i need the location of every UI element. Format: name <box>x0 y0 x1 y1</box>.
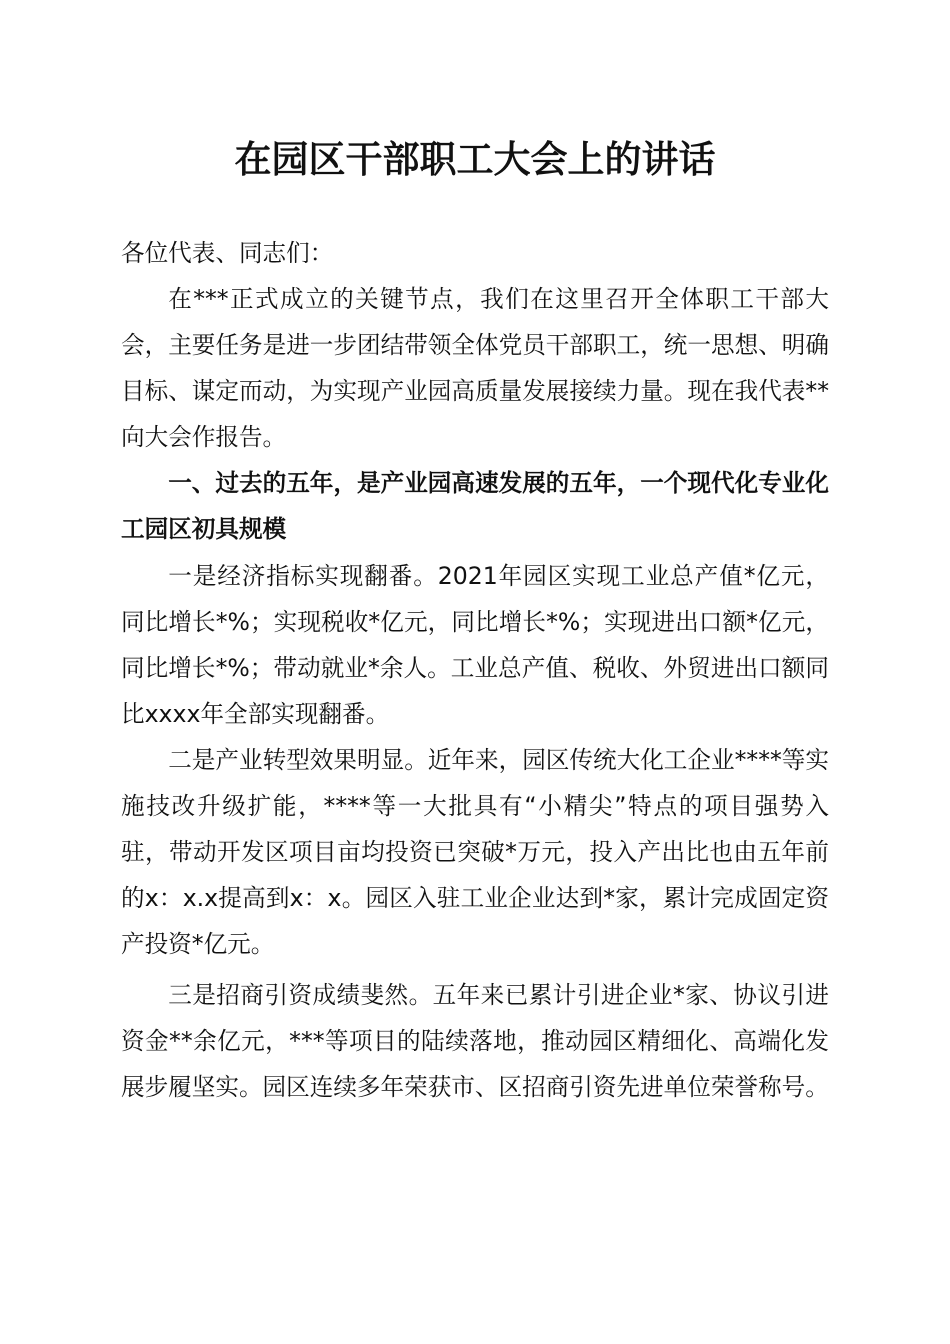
paragraph-investment-attraction: 三是招商引资成绩斐然。五年来已累计引进企业*家、协议引进资金**余亿元，***等项目的陆续落地，推动园区精细化、高端化发展步履坚实。园区连续多年荣获市、区招商引资先进单位荣誉称号。 <box>121 981 829 1101</box>
document-title: 在园区干部职工大会上的讲话 <box>234 137 716 181</box>
paragraph-industry-transformation: 二是产业转型效果明显。近年来，园区传统大化工企业****等实施技改升级扩能，****等一大批具有“小精尖”特点的项目强势入驻，带动开发区项目亩均投资已突破*万元，投入产出比也由五年前的x：x.x提高到x：x。园区入驻工业企业达到*家，累计完成固定资产投资*亿元。 <box>121 746 829 958</box>
paragraph-economic-indicators: 一是经济指标实现翻番。2021年园区实现工业总产值*亿元，同比增长*%；实现税收*亿元，同比增长*%；实现进出口额*亿元，同比增长*%；带动就业*余人。工业总产值、税收、外贸进出口额同比xxxx年全部实现翻番。 <box>121 562 829 728</box>
paragraph-intro: 在***正式成立的关键节点，我们在这里召开全体职工干部大会，主要任务是进一步团结带领全体党员干部职工，统一思想、明确目标、谋定而动，为实现产业园高质量发展接续力量。现在我代表**向大会作报告。 <box>121 285 829 451</box>
salutation: 各位代表、同志们： <box>121 239 334 267</box>
document-body <box>121 230 829 1110</box>
section-heading-1: 一、过去的五年，是产业园高速发展的五年，一个现代化专业化工园区初具规模 <box>121 469 829 543</box>
